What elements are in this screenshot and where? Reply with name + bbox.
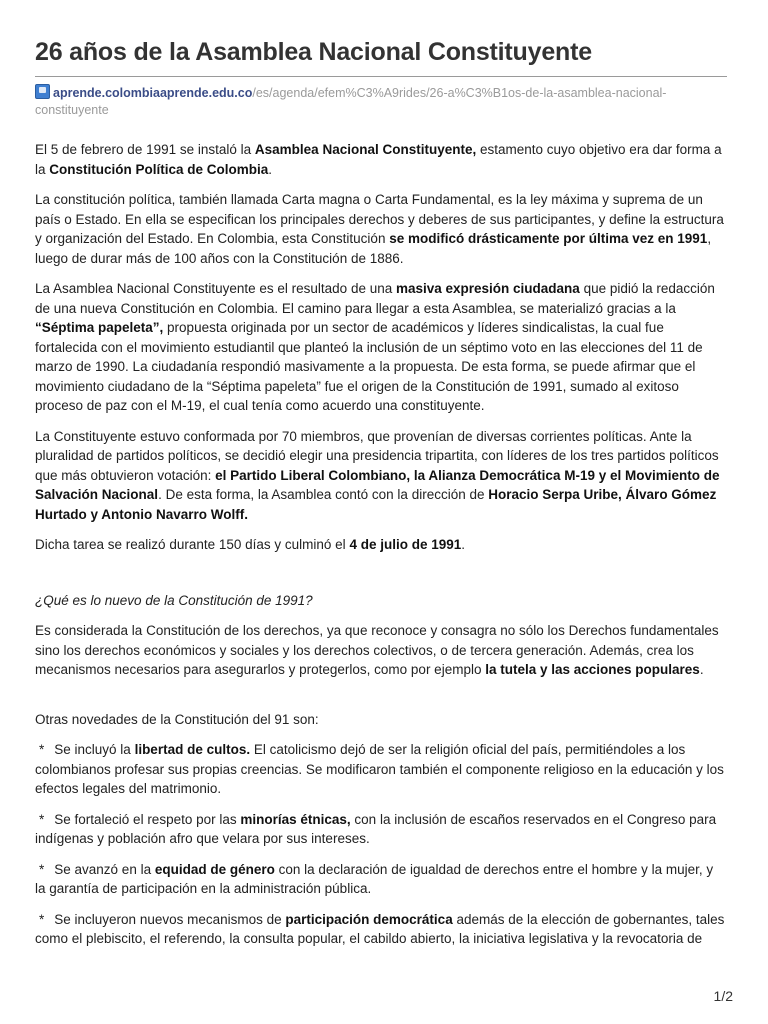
list-item: * Se incluyeron nuevos mecanismos de participación democrática además de la elección de gobernantes, tales como el plebiscito, el referendo, la consulta popular, el cabildo abierto, la iniciativa legislativa y la revocatoria de <box>35 911 725 946</box>
paragraph-definition: La constitución política, también llamada Carta magna o Carta Fundamental, es la ley máxima y suprema de un país o Estado. En ella se especifican los principales derechos y deberes de sus participantes, y define la estructura y organización del Estado. En Colombia, esta Constitución se modificó drásticamente por última vez en 1991, luego de durar más de 100 años con la Constitución de 1886. <box>35 192 724 266</box>
page-number: 1/2 <box>713 988 733 1004</box>
list-item: * Se fortaleció el respeto por las minorías étnicas, con la inclusión de escaños reservados en el Congreso para indígenas y población afro que velara por sus intereses. <box>35 811 717 846</box>
paragraph-intro: El 5 de febrero de 1991 se instaló la Asamblea Nacional Constituyente, estamento cuyo objetivo era dar forma a la Constitución Política de Colombia. <box>35 142 722 177</box>
source-url[interactable] <box>35 84 727 119</box>
paragraph-origin: La Asamblea Nacional Constituyente es el resultado de una masiva expresión ciudadana que pidió la redacción de una nueva Constitución en Colombia. El camino para llegar a esta Asamblea, se materializó gracias a la “Séptima papeleta”, propuesta originada por un sector de académicos y líderes sindicalistas, la cual fue fortalecida con el movimiento estudiantil que planteó la inclusión de un séptimo voto en las elecciones del 11 de marzo de 1990. La ciudadanía respondió masivamente a la propuesta. De esta forma, se puede afirmar que el movimiento ciudadano de la “Séptima papeleta” fue el origen de la Constitución de 1991, sumado al exitoso proceso de paz con el M-19, el cual tenía como acuerdo una constituyente. <box>35 281 715 413</box>
list-intro: Otras novedades de la Constitución del 91 son: <box>35 711 319 727</box>
source-host[interactable]: aprende.colombiaaprende.edu.co <box>53 86 253 100</box>
section-question: ¿Qué es lo nuevo de la Constitución de 1991? <box>35 592 313 608</box>
bullet-star: * <box>39 861 45 877</box>
list-item: * Se avanzó en la equidad de género con la declaración de igualdad de derechos entre el hombre y la mujer, y la garantía de participación en la administración pública. <box>35 861 714 896</box>
title-divider <box>35 76 727 77</box>
bullet-star: * <box>39 742 45 757</box>
paragraph-rights: Es considerada la Constitución de los derechos, ya que reconoce y consagra no sólo los Derechos fundamentales sino los derechos económicos y sociales y los derechos colectivos, o de tercera generación. Además, crea los mecanismos necesarios para asegurarlos y protegerlos, como por ejemplo la tutela y las acciones populares. <box>35 623 719 677</box>
bullet-star: * <box>39 811 45 827</box>
site-favicon-icon <box>35 84 50 99</box>
paragraph-duration: Dicha tarea se realizó durante 150 días y culminó el 4 de julio de 1991. <box>35 537 465 552</box>
source-path[interactable]: /es/agenda/efem%C3%A9rides/26-a%C3%B1os-de-la-asamblea-nacional-constituyente <box>35 86 667 117</box>
list-item: * Se incluyó la libertad de cultos. El catolicismo dejó de ser la religión oficial del país, permitiéndoles a los colombianos profesar sus propias creencias. Se modificaron también el componente religioso en la educación y los efectos legales del matrimonio. <box>35 742 724 796</box>
paragraph-members: La Constituyente estuvo conformada por 70 miembros, que provenían de diversas corrientes políticas. Ante la pluralidad de partidos políticos, se decidió elegir una presidencia tripartita, con líderes de los tres partidos políticos que más obtuvieron votación: el Partido Liberal Colombiano, la Alianza Democrática M-19 y el Movimiento de Salvación Nacional. De esta forma, la Asamblea contó con la dirección de Horacio Serpa Uribe, Álvaro Gómez Hurtado y Antonio Navarro Wolff. <box>35 428 720 522</box>
bullet-star: * <box>39 911 45 927</box>
page-title: 26 años de la Asamblea Nacional Constituyente <box>35 38 592 66</box>
article-body <box>35 140 727 960</box>
